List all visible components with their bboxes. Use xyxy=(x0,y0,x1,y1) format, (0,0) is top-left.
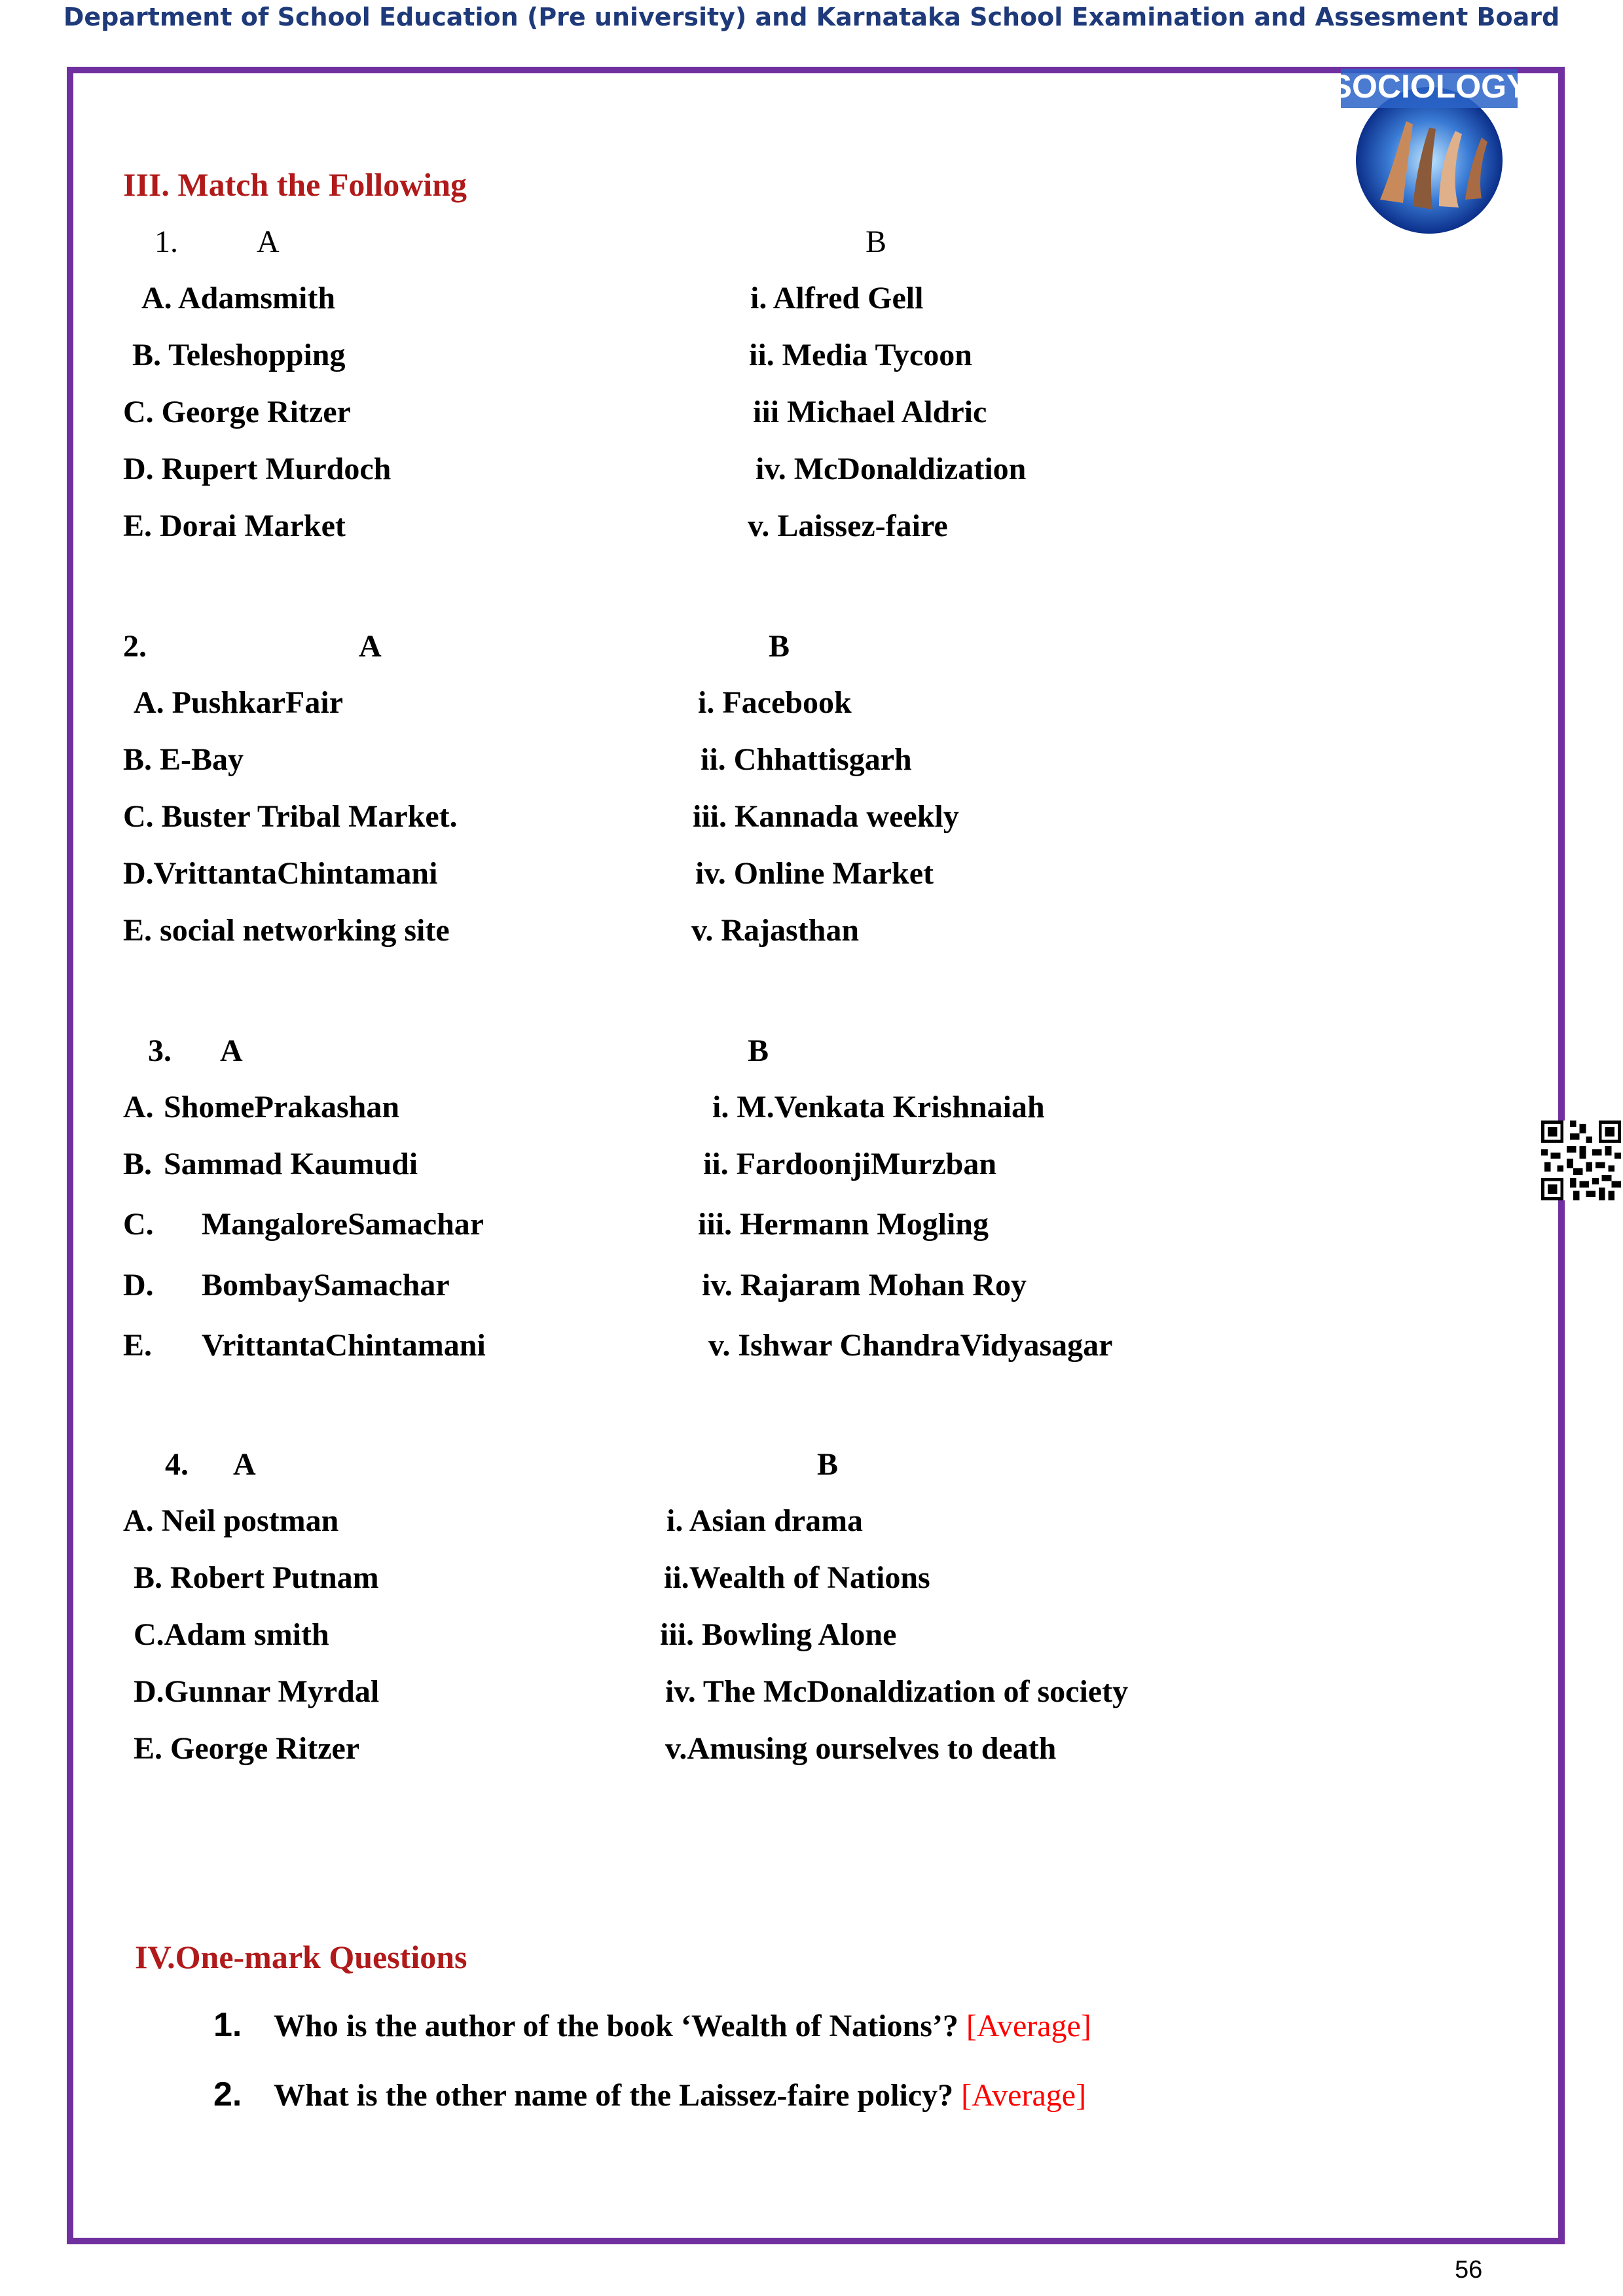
block-2-a-item: C. Buster Tribal Market. xyxy=(123,799,458,834)
block-3-head-b: B xyxy=(748,1033,769,1068)
block-4-number: 4. xyxy=(165,1447,189,1482)
block-1-b-item: ii. Media Tycoon xyxy=(749,338,972,372)
block-4-a-item: B. Robert Putnam xyxy=(134,1560,379,1595)
block-3-a-item: ShomePrakashan xyxy=(164,1090,400,1124)
question-2-text: What is the other name of the Laissez-faire policy? xyxy=(274,2078,954,2113)
block-2-head-a: A xyxy=(359,629,382,664)
block-4-b-item: iii. Bowling Alone xyxy=(660,1617,897,1652)
block-4-b-item: v.Amusing ourselves to death xyxy=(665,1731,1057,1766)
block-1-head-b: B xyxy=(866,224,887,259)
block-3-head-a: A xyxy=(220,1033,243,1068)
block-1-b-item: iii Michael Aldric xyxy=(753,395,987,429)
block-1-head-a: A xyxy=(257,224,280,259)
block-3-number: 3. xyxy=(148,1033,172,1068)
page-header: Department of School Education (Pre university) and Karnataka School Examination and Assesment Board xyxy=(63,3,1560,31)
question-2-tag: [Average] xyxy=(961,2078,1087,2113)
block-2-b-item: iii. Kannada weekly xyxy=(693,799,959,834)
block-2-number: 2. xyxy=(123,629,147,664)
block-1-a-item: A. Adamsmith xyxy=(141,281,336,315)
question-1-tag: [Average] xyxy=(966,2009,1091,2043)
block-3-a-prefix: E. xyxy=(123,1328,153,1363)
block-2-b-item: ii. Chhattisgarh xyxy=(701,742,912,777)
block-4-head-b: B xyxy=(817,1447,839,1482)
question-2 xyxy=(274,2077,1086,2114)
block-3-a-prefix: A. xyxy=(123,1090,154,1124)
page-number: 56 xyxy=(1455,2256,1483,2284)
block-2-b-item: iv. Online Market xyxy=(695,856,934,891)
logo-text: SOCIOLOGY xyxy=(1330,68,1529,105)
block-3-b-item: iv. Rajaram Mohan Roy xyxy=(702,1268,1027,1302)
block-3-a-prefix: B. xyxy=(123,1147,153,1181)
block-4-b-item: ii.Wealth of Nations xyxy=(664,1560,930,1595)
block-1-b-item: v. Laissez-faire xyxy=(748,509,948,543)
block-1-b-item: i. Alfred Gell xyxy=(750,281,924,315)
block-3-a-prefix: D. xyxy=(123,1268,154,1302)
block-2-b-item: v. Rajasthan xyxy=(691,913,860,948)
question-1 xyxy=(274,2008,1091,2045)
block-1-number: 1. xyxy=(155,224,178,259)
block-3-b-item: v. Ishwar ChandraVidyasagar xyxy=(708,1328,1113,1363)
question-1-text: Who is the author of the book ‘Wealth of Nations’? xyxy=(274,2009,958,2043)
section-4-title: IV.One-mark Questions xyxy=(135,1939,467,1975)
block-2-b-item: i. Facebook xyxy=(698,685,852,720)
block-2-head-b: B xyxy=(769,629,790,664)
block-3-b-item: iii. Hermann Mogling xyxy=(698,1207,989,1242)
block-3-a-item: MangaloreSamachar xyxy=(202,1207,484,1242)
block-3-b-item: ii. FardoonjiMurzban xyxy=(703,1147,997,1181)
block-1-a-item: C. George Ritzer xyxy=(123,395,351,429)
section-3-title: III. Match the Following xyxy=(123,166,467,203)
block-1-b-item: iv. McDonaldization xyxy=(756,452,1027,486)
question-2-number: 2. xyxy=(213,2075,242,2113)
block-3-b-item: i. M.Venkata Krishnaiah xyxy=(712,1090,1045,1124)
block-3-a-item: VrittantaChintamani xyxy=(202,1328,486,1363)
block-4-a-item: A. Neil postman xyxy=(123,1503,339,1538)
question-1-number: 1. xyxy=(213,2006,242,2044)
block-4-a-item: C.Adam smith xyxy=(134,1617,329,1652)
block-3-a-item: BombaySamachar xyxy=(202,1268,450,1302)
block-2-a-item: E. social networking site xyxy=(123,913,450,948)
qr-code-icon xyxy=(1541,1121,1621,1200)
sociology-logo xyxy=(1330,68,1529,245)
block-2-a-item: A. PushkarFair xyxy=(134,685,344,720)
block-1-a-item: B. Teleshopping xyxy=(132,338,346,372)
block-4-b-item: i. Asian drama xyxy=(666,1503,864,1538)
block-2-a-item: D.VrittantaChintamani xyxy=(123,856,438,891)
block-4-a-item: D.Gunnar Myrdal xyxy=(134,1674,380,1709)
block-4-b-item: iv. The McDonaldization of society xyxy=(665,1674,1129,1709)
block-4-a-item: E. George Ritzer xyxy=(134,1731,360,1766)
block-4-head-a: A xyxy=(233,1447,256,1482)
block-1-a-item: E. Dorai Market xyxy=(123,509,346,543)
block-1-a-item: D. Rupert Murdoch xyxy=(123,452,392,486)
block-2-a-item: B. E-Bay xyxy=(123,742,244,777)
block-3-a-item: Sammad Kaumudi xyxy=(164,1147,418,1181)
block-3-a-prefix: C. xyxy=(123,1207,154,1242)
